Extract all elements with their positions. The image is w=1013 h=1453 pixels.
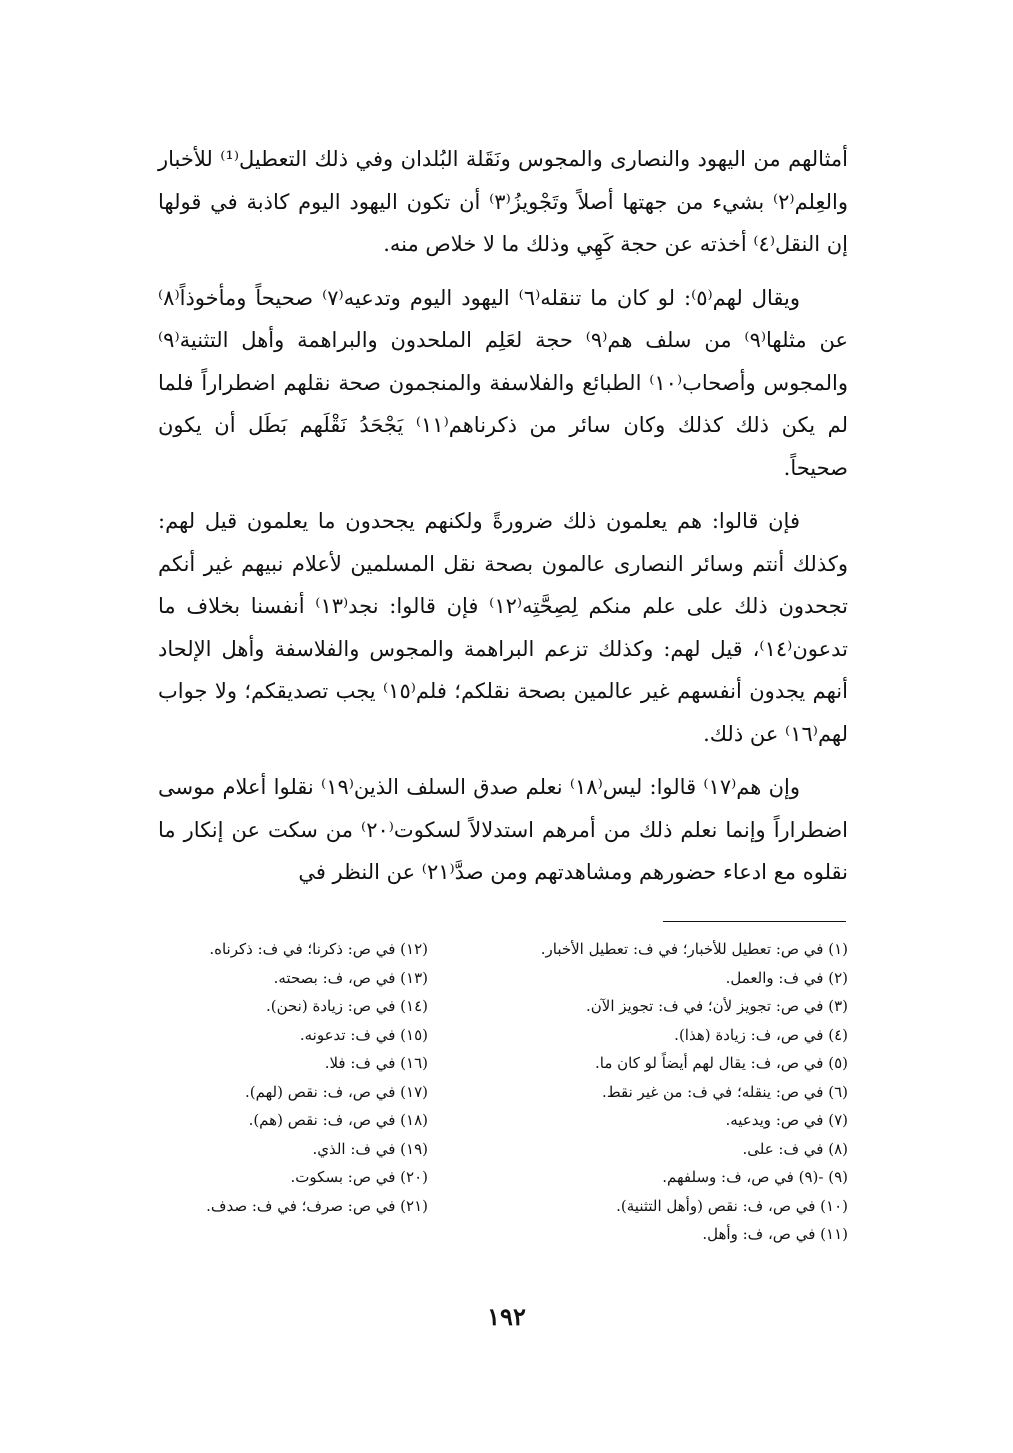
paragraph-1: أمثالهم من اليهود والنصارى والمجوس ونَقَلة البُلدان وفي ذلك التعطيل⁽¹⁾ للأخبار والعِلم⁽٢⁾ بشيء من جهتها أصلاً وتَجْويزُ⁽٣⁾ أن تكون اليهود اليوم كاذبة في قولها إن النقل⁽٤⁾ أخذته عن حجة كَهِي وذلك ما لا خلاص منه. (158, 147, 849, 256)
footnote-3: (٣) في ص: تجويز لأن؛ في ف: تجويز الآن. (585, 997, 848, 1015)
footnote-18: (١٨) في ص، ف: نقص (هم). (248, 1111, 428, 1129)
footnote-12: (١٢) في ص: ذكرنا؛ في ف: ذكرناه. (209, 940, 428, 958)
footnote-5: (٥) في ص، ف: يقال لهم أيضاً لو كان ما. (595, 1054, 848, 1072)
footnotes-left-column (128, 935, 428, 1220)
footnote-11: (١١) في ص، ف: وأهل. (702, 1225, 848, 1243)
footnote-4: (٤) في ص، ف: زيادة (هذا). (674, 1025, 848, 1044)
footnote-16: (١٦) في ف: فلا. (324, 1054, 428, 1072)
footnotes-right-column (478, 935, 848, 1249)
footnote-1: (١) في ص: تعطيل للأخبار؛ في ف: تعطيل الأخبار. (540, 940, 848, 958)
paragraph-2: ويقال لهم⁽٥⁾: لو كان ما تنقله⁽٦⁾ اليهود اليوم وتدعيه⁽٧⁾ صحيحاً ومأخوذاً⁽٨⁾ عن مثلها⁽٩⁾ من سلف هم⁽٩⁾ حجة لعَلِم الملحدون والبراهمة وأهل التثنية⁽٩⁾ والمجوس وأصحاب⁽١٠⁾ الطبائع والفلاسفة والمنجمون صحة نقلهم اضطراراً فلما لم يكن ذلك كذلك وكان سائر من ذكرناهم⁽١١⁾ يَجْحَدُ نَقْلَهم بَطَل أن يكون صحيحاً. (158, 285, 849, 480)
page-number: ١٩٢ (487, 1302, 526, 1331)
footnote-9: (٩) -(٩) في ص، ف: وسلفهم. (662, 1168, 848, 1186)
paragraph-4: وإن هم⁽١٧⁾ قالوا: ليس⁽١٨⁾ نعلم صدق السلف الذين⁽١٩⁾ نقلوا أعلام موسى اضطراراً وإنما نعلم ذلك من أمرهم استدلالاً لسكوت⁽٢٠⁾ من سكت عن إنكار ما نقلوه مع ادعاء حضورهم ومشاهدتهم ومن صدَّ⁽٢١⁾ عن النظر في (158, 775, 848, 884)
footnote-divider (663, 921, 846, 922)
footnote-6: (٦) في ص: ينقله؛ في ف: من غير نقط. (602, 1082, 848, 1101)
footnote-10: (١٠) في ص، ف: نقص (وأهل التثنية). (616, 1196, 848, 1215)
footnote-15: (١٥) في ف: تدعونه. (299, 1025, 428, 1044)
paragraph-3: فإن قالوا: هم يعلمون ذلك ضرورةً ولكنهم يجحدون ما يعلمون قيل لهم: وكذلك أنتم وسائر النصارى عالمون بصحة نقل المسلمين لأعلام نبيهم غير أنكم تجحدون ذلك على علم منكم لِصِحَّتِه⁽١٢⁾ فإن قالوا: نجد⁽١٣⁾ أنفسنا بخلاف ما تدعون⁽١٤⁾، قيل لهم: وكذلك تزعم البراهمة والمجوس والفلاسفة وأهل الإلحاد أنهم يجدون أنفسهم غير عالمين بصحة نقلكم؛ فلم⁽١٥⁾ يجب تصديقكم؛ ولا جواب لهم⁽١٦⁾ عن ذلك. (158, 509, 849, 746)
footnote-19: (١٩) في ف: الذي. (312, 1139, 428, 1158)
footnote-20: (٢٠) في ص: بسكوت. (290, 1168, 428, 1186)
footnote-13: (١٣) في ص، ف: بصحته. (273, 968, 428, 987)
footnote-17: (١٧) في ص، ف: نقص (لهم). (244, 1082, 428, 1101)
footnote-14: (١٤) في ص: زيادة (نحن). (265, 997, 428, 1015)
footnote-21: (٢١) في ص: صرف؛ في ف: صدف. (206, 1196, 428, 1215)
footnote-8: (٨) في ف: على. (742, 1139, 848, 1158)
footnote-2: (٢) في ف: والعمل. (725, 968, 848, 987)
footnote-7: (٧) في ص: ويدعيه. (725, 1111, 848, 1129)
main-text-block (158, 138, 848, 905)
